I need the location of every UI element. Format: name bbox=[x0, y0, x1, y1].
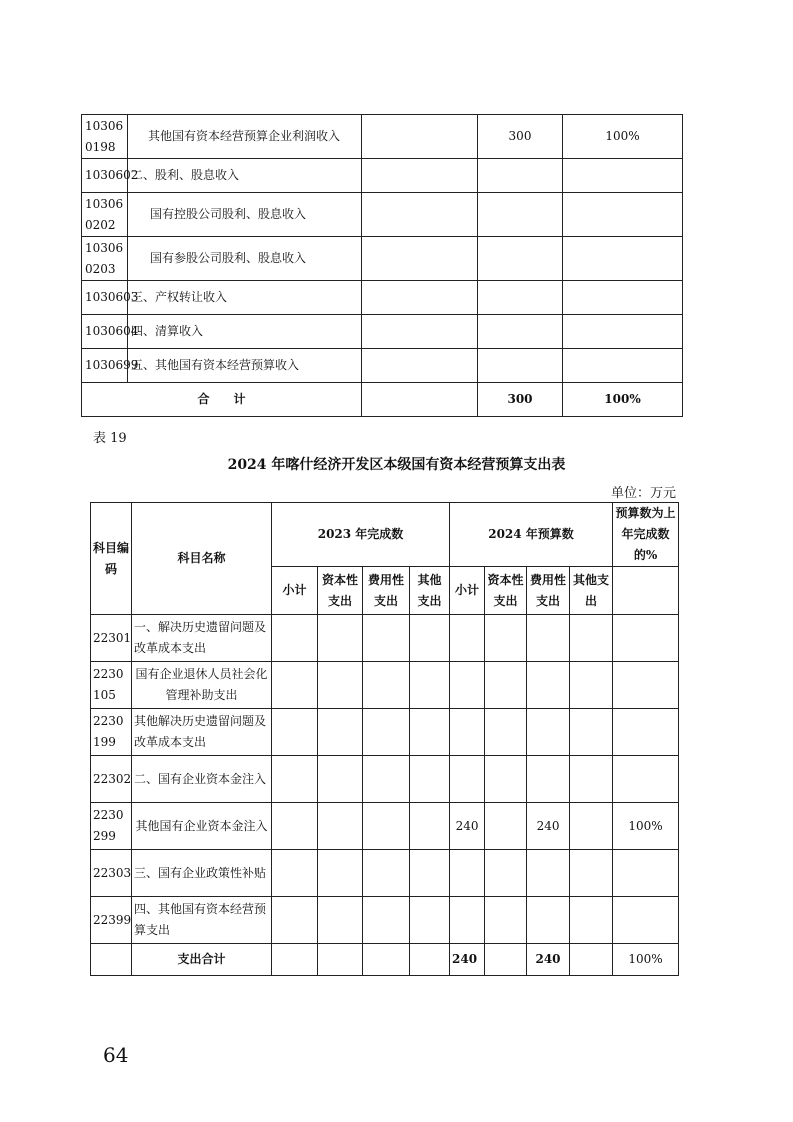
row-2024-other bbox=[570, 756, 613, 803]
table-row bbox=[91, 662, 679, 709]
sub-empty bbox=[613, 567, 679, 615]
row-pct bbox=[563, 281, 683, 315]
total-col3 bbox=[362, 383, 478, 417]
row-name: 国有企业退休人员社会化管理补助支出 bbox=[132, 662, 272, 709]
row-2024-capital bbox=[485, 615, 527, 662]
sub-other: 其他支出 bbox=[410, 567, 450, 615]
table-row bbox=[91, 615, 679, 662]
row-2023-other bbox=[410, 756, 450, 803]
row-2024-subtotal bbox=[450, 662, 485, 709]
row-2024-expense bbox=[527, 850, 570, 897]
row-pct: 100% bbox=[613, 803, 679, 850]
total-label: 支出合计 bbox=[132, 944, 272, 976]
row-name: 四、其他国有资本经营预算支出 bbox=[132, 897, 272, 944]
row-name: 二、股利、股息收入 bbox=[128, 159, 362, 193]
table-title: 2024 年喀什经济开发区本级国有资本经营预算支出表 bbox=[227, 457, 566, 473]
row-2024-capital bbox=[485, 756, 527, 803]
row-2023-other bbox=[410, 662, 450, 709]
row-2024-capital bbox=[485, 803, 527, 850]
unit-label: 单位：万元 bbox=[610, 486, 676, 501]
table-row bbox=[82, 237, 683, 281]
total-pct: 100% bbox=[613, 944, 679, 976]
row-2024-expense bbox=[527, 897, 570, 944]
row-2023-capital bbox=[318, 662, 363, 709]
header-ratio: 预算数为上年完成数的% bbox=[613, 503, 679, 567]
row-col3 bbox=[362, 281, 478, 315]
table-row bbox=[82, 115, 683, 159]
table-row bbox=[82, 159, 683, 193]
row-pct bbox=[563, 315, 683, 349]
header-name: 科目名称 bbox=[132, 503, 272, 615]
row-2023-expense bbox=[363, 709, 410, 756]
row-name: 五、其他国有资本经营预算收入 bbox=[128, 349, 362, 383]
table-row bbox=[82, 281, 683, 315]
total-a1 bbox=[272, 944, 318, 976]
row-2024-subtotal bbox=[450, 615, 485, 662]
row-col3 bbox=[362, 349, 478, 383]
total-b3: 240 bbox=[527, 944, 570, 976]
row-pct bbox=[563, 237, 683, 281]
header-row bbox=[91, 503, 679, 567]
row-name: 二、国有企业资本金注入 bbox=[132, 756, 272, 803]
sub-other: 其他支出 bbox=[570, 567, 613, 615]
row-2023-subtotal bbox=[272, 850, 318, 897]
header-2023: 2023 年完成数 bbox=[272, 503, 450, 567]
row-name: 其他解决历史遗留问题及改革成本支出 bbox=[132, 709, 272, 756]
row-2023-expense bbox=[363, 756, 410, 803]
row-2024-subtotal bbox=[450, 756, 485, 803]
row-col3 bbox=[362, 193, 478, 237]
row-value bbox=[478, 349, 563, 383]
row-col3 bbox=[362, 237, 478, 281]
total-a4 bbox=[410, 944, 450, 976]
row-2024-other bbox=[570, 803, 613, 850]
row-value bbox=[478, 193, 563, 237]
row-col3 bbox=[362, 159, 478, 193]
row-2024-expense bbox=[527, 615, 570, 662]
total-a3 bbox=[363, 944, 410, 976]
table-row bbox=[91, 803, 679, 850]
row-2024-other bbox=[570, 662, 613, 709]
row-2024-expense: 240 bbox=[527, 803, 570, 850]
row-name: 其他国有资本经营预算企业利润收入 bbox=[128, 115, 362, 159]
row-2024-capital bbox=[485, 850, 527, 897]
row-2023-expense bbox=[363, 662, 410, 709]
row-2024-capital bbox=[485, 897, 527, 944]
row-pct bbox=[563, 159, 683, 193]
row-2024-expense bbox=[527, 662, 570, 709]
row-2024-other bbox=[570, 897, 613, 944]
header-2024: 2024 年预算数 bbox=[450, 503, 613, 567]
row-value bbox=[478, 159, 563, 193]
table-row bbox=[91, 756, 679, 803]
sub-expense: 费用性支出 bbox=[363, 567, 410, 615]
row-2023-other bbox=[410, 615, 450, 662]
row-2023-capital bbox=[318, 615, 363, 662]
total-b1: 240 bbox=[450, 944, 485, 976]
row-code: 103060202 bbox=[82, 193, 128, 237]
row-name: 三、国有企业政策性补贴 bbox=[132, 850, 272, 897]
row-code: 1030604 bbox=[82, 315, 128, 349]
row-2024-subtotal: 240 bbox=[450, 803, 485, 850]
row-pct bbox=[613, 850, 679, 897]
row-value bbox=[478, 237, 563, 281]
table-row bbox=[91, 897, 679, 944]
table-row bbox=[91, 709, 679, 756]
row-code: 103060203 bbox=[82, 237, 128, 281]
sub-capital: 资本性支出 bbox=[318, 567, 363, 615]
table-row bbox=[91, 850, 679, 897]
row-code: 2230105 bbox=[91, 662, 132, 709]
table-row bbox=[82, 193, 683, 237]
sub-subtotal: 小计 bbox=[450, 567, 485, 615]
row-2023-capital bbox=[318, 803, 363, 850]
row-2023-subtotal bbox=[272, 709, 318, 756]
row-col3 bbox=[362, 115, 478, 159]
total-row bbox=[82, 383, 683, 417]
table-row bbox=[82, 349, 683, 383]
row-2023-expense bbox=[363, 850, 410, 897]
row-2023-expense bbox=[363, 615, 410, 662]
row-name: 三、产权转让收入 bbox=[128, 281, 362, 315]
row-name: 四、清算收入 bbox=[128, 315, 362, 349]
row-2023-subtotal bbox=[272, 803, 318, 850]
total-b4 bbox=[570, 944, 613, 976]
row-code: 2230199 bbox=[91, 709, 132, 756]
total-a2 bbox=[318, 944, 363, 976]
row-2024-other bbox=[570, 615, 613, 662]
row-pct bbox=[613, 662, 679, 709]
row-2023-subtotal bbox=[272, 662, 318, 709]
row-value bbox=[478, 281, 563, 315]
table-label: 表 19 bbox=[93, 431, 127, 446]
row-code: 1030699 bbox=[82, 349, 128, 383]
total-code bbox=[91, 944, 132, 976]
row-code: 22399 bbox=[91, 897, 132, 944]
row-2023-other bbox=[410, 803, 450, 850]
total-label: 合 计 bbox=[82, 383, 362, 417]
row-2023-subtotal bbox=[272, 615, 318, 662]
income-table bbox=[81, 114, 683, 417]
row-2023-other bbox=[410, 897, 450, 944]
row-code: 1030603 bbox=[82, 281, 128, 315]
row-2024-capital bbox=[485, 709, 527, 756]
row-2023-capital bbox=[318, 897, 363, 944]
row-2024-other bbox=[570, 850, 613, 897]
page-number: 64 bbox=[103, 1043, 129, 1067]
row-code: 103060198 bbox=[82, 115, 128, 159]
row-value: 300 bbox=[478, 115, 563, 159]
row-pct bbox=[613, 615, 679, 662]
row-code: 22302 bbox=[91, 756, 132, 803]
total-row bbox=[91, 944, 679, 976]
row-2023-capital bbox=[318, 756, 363, 803]
row-2024-expense bbox=[527, 709, 570, 756]
header-code: 科目编码 bbox=[91, 503, 132, 615]
row-pct: 100% bbox=[563, 115, 683, 159]
row-2023-subtotal bbox=[272, 756, 318, 803]
row-pct bbox=[613, 709, 679, 756]
row-2023-capital bbox=[318, 709, 363, 756]
row-name: 一、解决历史遗留问题及改革成本支出 bbox=[132, 615, 272, 662]
row-2023-expense bbox=[363, 803, 410, 850]
row-2023-capital bbox=[318, 850, 363, 897]
total-b2 bbox=[485, 944, 527, 976]
row-2024-subtotal bbox=[450, 897, 485, 944]
row-pct bbox=[613, 756, 679, 803]
row-pct bbox=[613, 897, 679, 944]
total-pct: 100% bbox=[563, 383, 683, 417]
row-name: 其他国有企业资本金注入 bbox=[132, 803, 272, 850]
row-2024-capital bbox=[485, 662, 527, 709]
sub-subtotal: 小计 bbox=[272, 567, 318, 615]
table-row bbox=[82, 315, 683, 349]
row-pct bbox=[563, 349, 683, 383]
row-code: 2230299 bbox=[91, 803, 132, 850]
row-value bbox=[478, 315, 563, 349]
row-2024-subtotal bbox=[450, 850, 485, 897]
row-2023-other bbox=[410, 850, 450, 897]
row-2023-other bbox=[410, 709, 450, 756]
row-col3 bbox=[362, 315, 478, 349]
sub-expense: 费用性支出 bbox=[527, 567, 570, 615]
row-pct bbox=[563, 193, 683, 237]
row-code: 1030602 bbox=[82, 159, 128, 193]
row-2023-expense bbox=[363, 897, 410, 944]
row-2024-subtotal bbox=[450, 709, 485, 756]
row-2023-subtotal bbox=[272, 897, 318, 944]
row-2024-expense bbox=[527, 756, 570, 803]
row-code: 22301 bbox=[91, 615, 132, 662]
expenditure-table bbox=[90, 502, 679, 976]
sub-capital: 资本性支出 bbox=[485, 567, 527, 615]
row-2024-other bbox=[570, 709, 613, 756]
row-name: 国有参股公司股利、股息收入 bbox=[128, 237, 362, 281]
row-code: 22303 bbox=[91, 850, 132, 897]
row-name: 国有控股公司股利、股息收入 bbox=[128, 193, 362, 237]
total-value: 300 bbox=[478, 383, 563, 417]
